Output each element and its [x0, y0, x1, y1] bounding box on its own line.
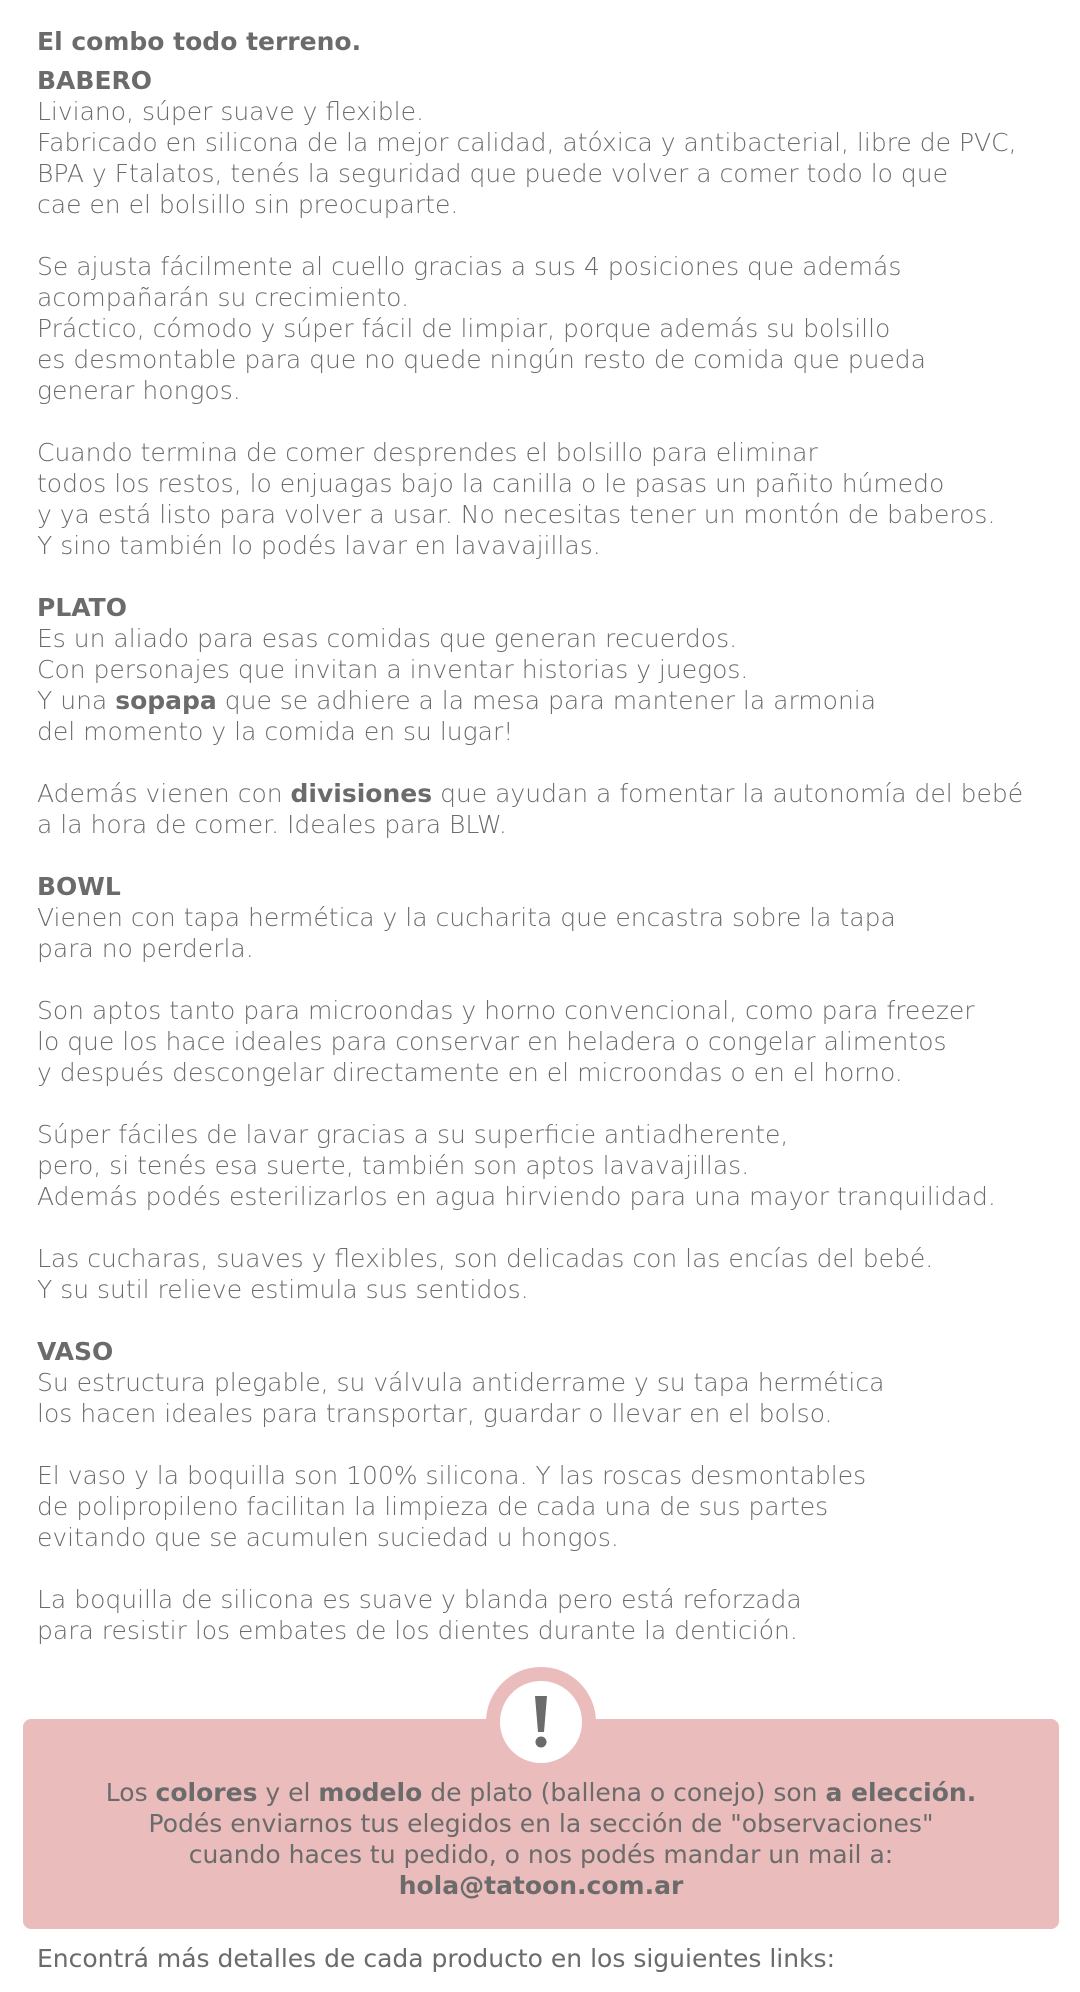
paragraph-gap: [37, 1088, 1057, 1119]
paragraph-line: Es un aliado para esas comidas que generan recuerdos.: [37, 624, 738, 653]
paragraph-line: Las cucharas, suaves y flexibles, son delicadas con las encías del bebé.: [37, 1244, 934, 1273]
paragraph-line: [37, 778, 1057, 809]
section-heading-bowl: BOWL: [37, 872, 121, 901]
paragraph-gap: [37, 406, 1057, 437]
text-run: Y una: [37, 686, 116, 715]
text-run: Además vienen con: [37, 779, 291, 808]
paragraph-line: a la hora de comer. Ideales para BLW.: [37, 810, 507, 839]
bold-term-modelo: modelo: [318, 1778, 423, 1807]
paragraph-line: Liviano, súper suave y flexible.: [37, 97, 424, 126]
paragraph-line: y ya está listo para volver a usar. No necesitas tener un montón de baberos.: [37, 500, 996, 529]
paragraph-gap: [37, 561, 1057, 592]
paragraph-line: Súper fáciles de lavar gracias a su superficie antiadherente,: [37, 1120, 789, 1149]
paragraph-line: Se ajusta fácilmente al cuello gracias a sus 4 posiciones que además: [37, 252, 902, 281]
paragraph-line: para no perderla.: [37, 934, 254, 963]
text-run: que se adhiere a la mesa para mantener la armonia: [216, 686, 877, 715]
paragraph-gap: [37, 1212, 1057, 1243]
paragraph-line: Además podés esterilizarlos en agua hirviendo para una mayor tranquilidad.: [37, 1182, 996, 1211]
badge-circle: [500, 1681, 582, 1763]
paragraph-line: El vaso y la boquilla son 100% silicona. Y las roscas desmontables: [37, 1461, 867, 1490]
paragraph-gap: [37, 1429, 1057, 1460]
paragraph-line: Fabricado en silicona de la mejor calidad, atóxica y antibacterial, libre de PVC,: [37, 128, 1017, 157]
contact-email: hola@tatoon.com.ar: [398, 1871, 684, 1900]
exclamation-icon: [531, 1694, 551, 1750]
paragraph-line: generar hongos.: [37, 376, 241, 405]
text-run: que ayudan a fomentar la autonomía del bebé: [432, 779, 1024, 808]
text-run: de plato (ballena o conejo) son: [422, 1778, 826, 1807]
paragraph-line: Su estructura plegable, su válvula antiderrame y su tapa hermética: [37, 1368, 885, 1397]
description-content: [37, 26, 1057, 1646]
notice-line: Podés enviarnos tus elegidos en la sección de "observaciones": [148, 1809, 934, 1838]
page-title: El combo todo terreno.: [37, 27, 362, 56]
paragraph-line: acompañarán su crecimiento.: [37, 283, 409, 312]
notice-text: [23, 1777, 1059, 1901]
paragraph-line: los hacen ideales para transportar, guardar o llevar en el bolso.: [37, 1399, 833, 1428]
paragraph-line: Cuando termina de comer desprendes el bolsillo para eliminar: [37, 438, 818, 467]
paragraph-line: y después descongelar directamente en el microondas o en el horno.: [37, 1058, 903, 1087]
paragraph-gap: [37, 964, 1057, 995]
notice-line: [23, 1870, 1059, 1901]
paragraph-line: para resistir los embates de los dientes durante la dentición.: [37, 1616, 798, 1645]
paragraph-gap: [37, 1553, 1057, 1584]
footer-links-intro: Encontrá más detalles de cada producto en los siguientes links:: [37, 1944, 835, 1973]
paragraph-gap: [37, 220, 1057, 251]
paragraph-gap: [37, 840, 1057, 871]
paragraph-line: del momento y la comida en su lugar!: [37, 717, 514, 746]
bold-term-eleccion: a elección.: [825, 1778, 977, 1807]
paragraph-line: Práctico, cómodo y súper fácil de limpiar, porque además su bolsillo: [37, 314, 891, 343]
section-heading-plato: PLATO: [37, 593, 127, 622]
text-run: Los: [105, 1778, 156, 1807]
text-run: y el: [257, 1778, 319, 1807]
paragraph-line: [37, 685, 1057, 716]
bold-term-colores: colores: [155, 1778, 258, 1807]
notice-line: [23, 1777, 1059, 1808]
paragraph-line: es desmontable para que no quede ningún resto de comida que pueda: [37, 345, 926, 374]
paragraph-line: Son aptos tanto para microondas y horno convencional, como para freezer: [37, 996, 975, 1025]
paragraph-line: BPA y Ftalatos, tenés la seguridad que puede volver a comer todo lo que: [37, 159, 949, 188]
paragraph-line: Y sino también lo podés lavar en lavavajillas.: [37, 531, 601, 560]
paragraph-gap: [37, 1305, 1057, 1336]
notice-line: cuando haces tu pedido, o nos podés mandar un mail a:: [188, 1840, 894, 1869]
paragraph-line: cae en el bolsillo sin preocuparte.: [37, 190, 459, 219]
paragraph-line: de polipropileno facilitan la limpieza de cada una de sus partes: [37, 1492, 829, 1521]
section-heading-vaso: VASO: [37, 1337, 114, 1366]
bold-term-sopapa: sopapa: [115, 686, 217, 715]
paragraph-gap: [37, 747, 1057, 778]
paragraph-line: evitando que se acumulen suciedad u hongos.: [37, 1523, 619, 1552]
paragraph-line: Y su sutil relieve estimula sus sentidos.: [37, 1275, 529, 1304]
bold-term-divisiones: divisiones: [290, 779, 433, 808]
notice-badge: [486, 1667, 596, 1777]
paragraph-line: pero, si tenés esa suerte, también son aptos lavavajillas.: [37, 1151, 750, 1180]
section-heading-babero: BABERO: [37, 66, 153, 95]
paragraph-line: todos los restos, lo enjuagas bajo la canilla o le pasas un pañito húmedo: [37, 469, 945, 498]
paragraph-line: Con personajes que invitan a inventar historias y juegos.: [37, 655, 749, 684]
paragraph-line: Vienen con tapa hermética y la cucharita que encastra sobre la tapa: [37, 903, 896, 932]
paragraph-line: lo que los hace ideales para conservar en heladera o congelar alimentos: [37, 1027, 947, 1056]
paragraph-line: La boquilla de silicona es suave y blanda pero está reforzada: [37, 1585, 802, 1614]
